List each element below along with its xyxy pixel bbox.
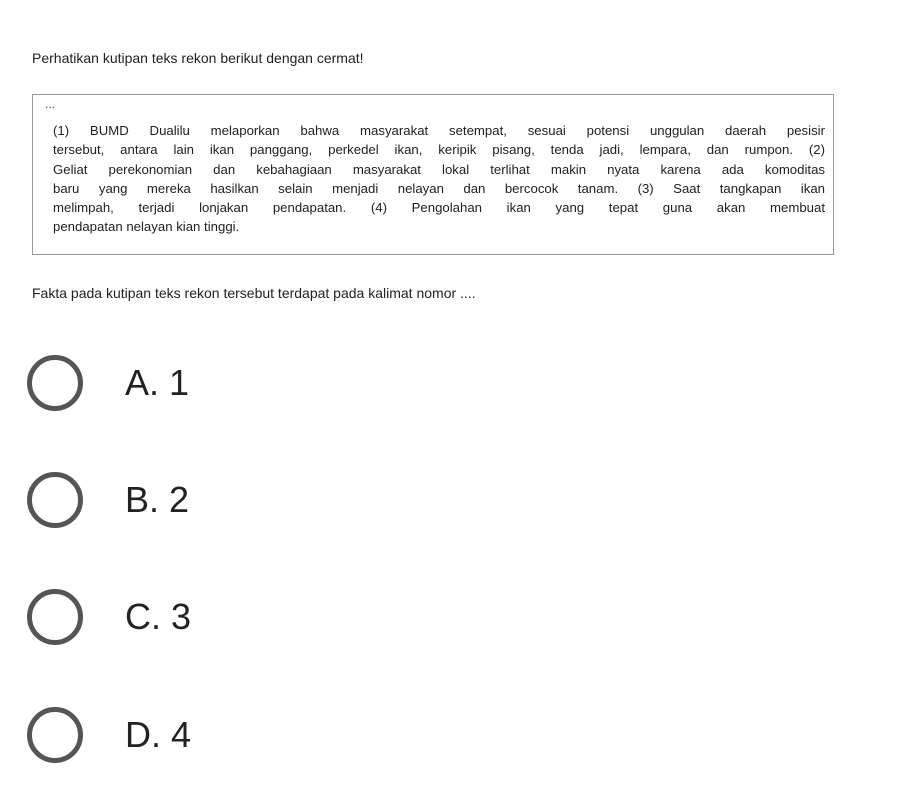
passage-line: pendapatan nelayan kian tinggi. bbox=[53, 219, 240, 235]
option-b[interactable] bbox=[27, 472, 189, 528]
radio-circle-icon[interactable] bbox=[27, 589, 83, 645]
passage-line: baru yang mereka hasilkan selain menjadi nelayan dan bercocok tanam. (3) Saat tangkapan ikan bbox=[53, 180, 825, 196]
passage-line: (1) BUMD Dualilu melaporkan bahwa masyarakat setempat, sesuai potensi unggulan daerah pesisir bbox=[53, 123, 825, 138]
prompt-text: Perhatikan kutipan teks rekon berikut dengan cermat! bbox=[32, 50, 364, 66]
option-c[interactable] bbox=[27, 589, 191, 645]
radio-circle-icon[interactable] bbox=[27, 472, 83, 528]
radio-circle-icon[interactable] bbox=[27, 355, 83, 411]
option-a[interactable] bbox=[27, 355, 189, 411]
passage-line: Geliat perekonomian dan kebahagiaan masyarakat lokal terlihat makin nyata karena ada komoditas bbox=[53, 161, 825, 177]
passage-text bbox=[53, 121, 825, 237]
option-d[interactable] bbox=[27, 707, 191, 763]
option-label: C. 3 bbox=[125, 596, 192, 637]
passage-line: tersebut, antara lain ikan panggang, perkedel ikan, keripik pisang, tenda jadi, lempara, dan rumpon. (2) bbox=[53, 142, 825, 158]
question-text: Fakta pada kutipan teks rekon tersebut terdapat pada kalimat nomor .... bbox=[32, 285, 476, 301]
passage-ellipsis: ... bbox=[45, 97, 56, 111]
option-label: D. 4 bbox=[125, 714, 192, 755]
option-label: B. 2 bbox=[125, 479, 190, 520]
passage-line: melimpah, terjadi lonjakan pendapatan. (4) Pengolahan ikan yang tepat guna akan membuat bbox=[53, 200, 825, 216]
radio-circle-icon[interactable] bbox=[27, 707, 83, 763]
passage-box bbox=[32, 94, 834, 255]
option-label: A. 1 bbox=[125, 362, 190, 403]
